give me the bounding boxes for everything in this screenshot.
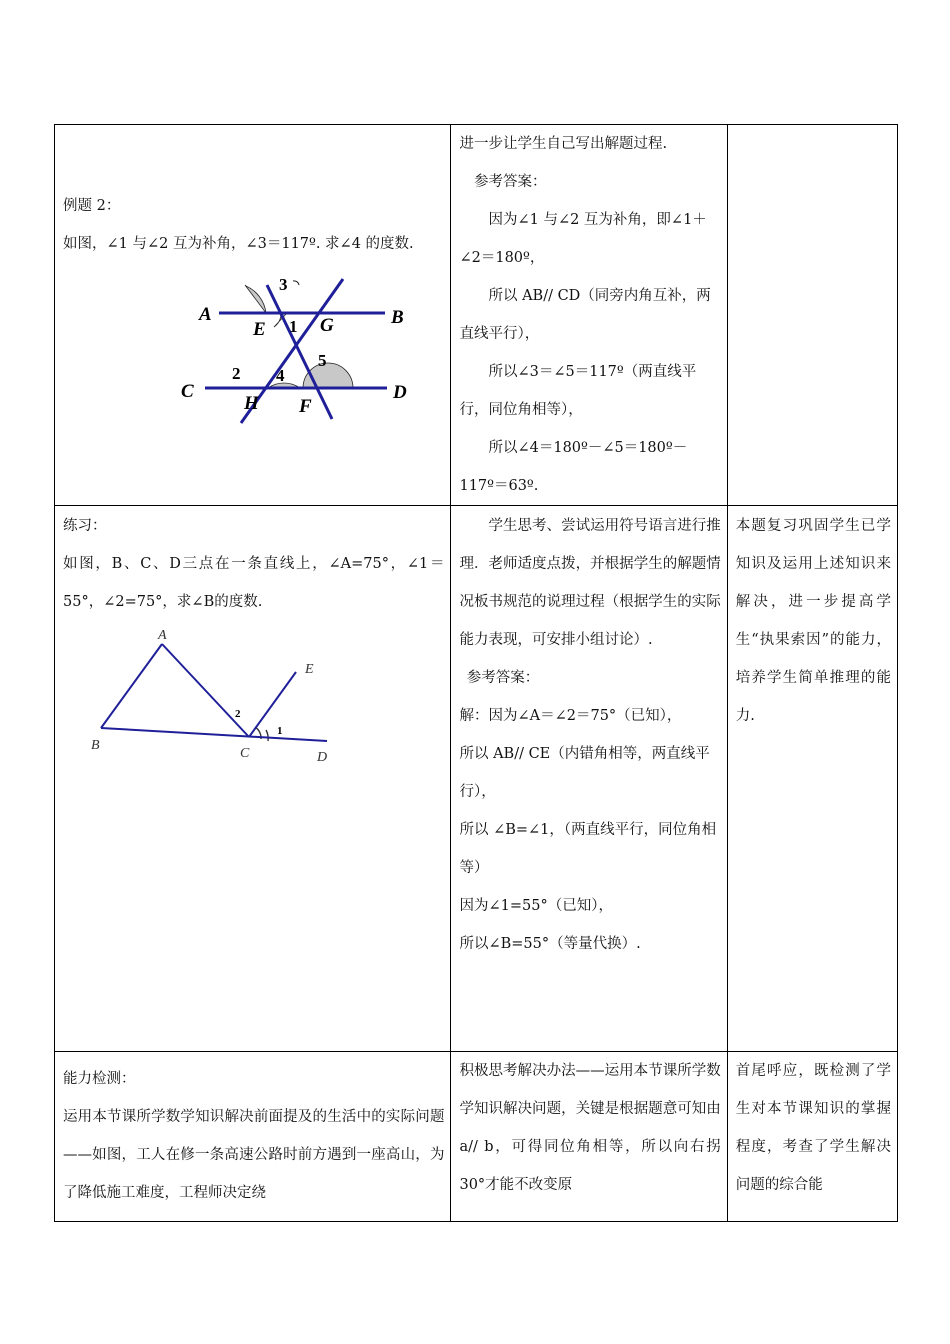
design-intent: 首尾呼应，既检测了学生对本节课知识的掌握程度，考查了学生解决问题的综合能 [735, 1063, 891, 1193]
ability-check-process-cell [451, 1052, 727, 1222]
example-2-note-cell [727, 125, 897, 506]
ability-check-title: 能力检测： [63, 1071, 136, 1087]
example-2-answer-cell [451, 125, 727, 506]
label-angle-5: 5 [318, 351, 327, 370]
angle-1-arc [266, 730, 268, 741]
example-2-cell [55, 125, 451, 506]
label-B: B [91, 738, 100, 753]
label-angle-4: 4 [276, 366, 285, 385]
label-D: D [317, 750, 328, 765]
exercise-cell [55, 506, 451, 1052]
label-F: F [299, 396, 312, 417]
label-D: D [393, 382, 407, 403]
label-B: B [391, 307, 404, 328]
triangle-figure [85, 625, 355, 765]
ability-check-note-cell [727, 1052, 897, 1222]
design-intent: 本题复习巩固学生已学知识及运用上述知识来解决，进一步提高学生“执果索因”的能力，培养学生简单推理的能力. [735, 518, 891, 724]
answer-step-1: 解：因为∠A＝∠2＝75°（已知）， [459, 708, 682, 724]
line-BD [101, 728, 327, 741]
segment-AB [101, 644, 162, 728]
label-A: A [199, 304, 212, 325]
example-problem: 如图，∠1 与∠2 互为补角，∠3＝117º. 求∠4 的度数. [63, 236, 414, 252]
label-angle-1: 1 [277, 725, 283, 737]
answer-title: 参考答案： [466, 670, 540, 686]
table-row [55, 1052, 898, 1222]
answer-step-3: 所以 ∠B=∠1，（两直线平行，同位角相等） [459, 822, 717, 876]
label-E: E [253, 319, 266, 340]
parallel-lines-figure [173, 271, 407, 423]
answer-step-3: 所以∠3＝∠5＝117º（两直线平行，同位角相等）， [459, 364, 697, 418]
ray-CE [249, 672, 296, 737]
label-G: G [320, 315, 334, 336]
answer-step-2: 所以 AB// CE（内错角相等，两直线平行）， [459, 746, 710, 800]
label-angle-1: 1 [289, 317, 298, 336]
guide-text: 进一步让学生自己写出解题过程. [459, 136, 668, 152]
answer-step-5: 所以∠B=55°（等量代换）. [459, 936, 641, 952]
answer-step-4: 因为∠1=55°（已知）， [459, 898, 613, 914]
label-angle-3: 3 [279, 275, 288, 294]
exercise-title: 练习： [63, 518, 107, 534]
label-angle-2: 2 [232, 364, 241, 383]
label-C: C [240, 746, 250, 761]
label-E: E [305, 662, 314, 677]
angle-3-shade [245, 285, 266, 313]
answer-step-1: 因为∠1 与∠2 互为补角，即∠1＋∠2＝180º， [459, 212, 707, 266]
lesson-plan-table [54, 124, 898, 1222]
label-angle-2: 2 [235, 708, 241, 720]
answer-step-4: 所以∠4＝180º－∠5＝180º－117º＝63º. [459, 440, 688, 494]
teaching-process: 学生思考、尝试运用符号语言进行推理．老师适度点拨，并根据学生的解题情况板书规范的说理过程（根据学生的实际能力表现，可安排小组讨论）. [459, 518, 721, 648]
label-C: C [181, 381, 194, 402]
example-title: 例题 2： [63, 198, 121, 214]
ability-check-cell [55, 1052, 451, 1222]
exercise-answer-cell [451, 506, 727, 1052]
table-row [55, 125, 898, 506]
exercise-note-cell [727, 506, 897, 1052]
ability-check-text: 运用本节课所学数学知识解决前面提及的生活中的实际问题——如图，工人在修一条高速公路时前方遇到一座高山，为了降低施工难度，工程师决定绕 [63, 1109, 445, 1201]
exercise-problem: 如图，B、C、D三点在一条直线上，∠A=75°，∠1＝55°，∠2=75°，求∠B的度数. [63, 556, 445, 610]
table-row [55, 506, 898, 1052]
answer-title: 参考答案： [473, 174, 547, 190]
segment-AC [162, 644, 249, 737]
answer-step-2: 所以 AB// CD（同旁内角互补，两直线平行）， [459, 288, 711, 342]
label-H: H [244, 393, 259, 414]
solution-idea: 积极思考解决办法——运用本节课所学数学知识解决问题，关键是根据题意可知由 a// b，可得同位角相等，所以向右拐 30°才能不改变原 [459, 1063, 721, 1193]
angle-3-arrow [293, 281, 299, 285]
label-A: A [158, 628, 167, 643]
